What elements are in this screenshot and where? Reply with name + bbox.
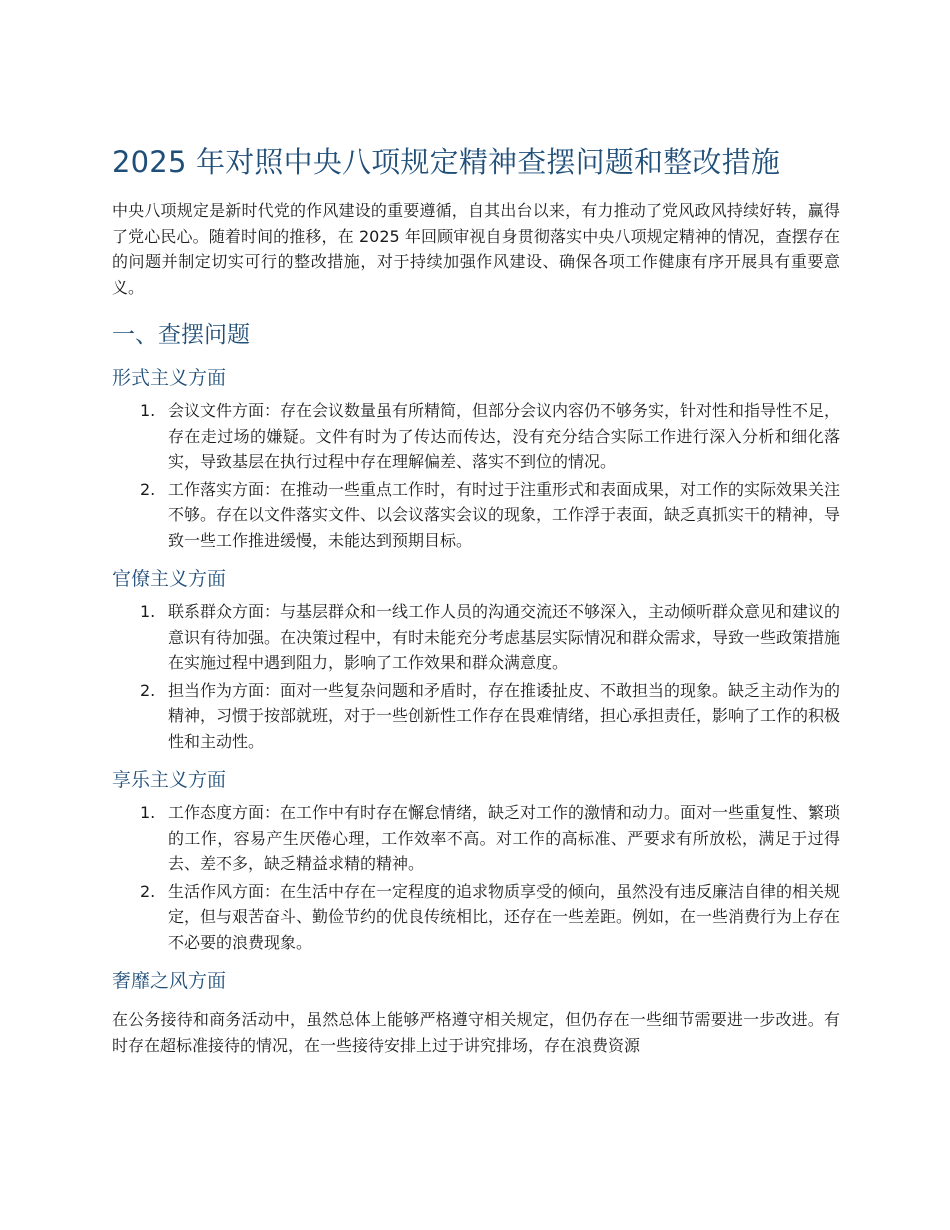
list-item <box>112 599 840 676</box>
list-item-text: 工作落实方面：在推动一些重点工作时，有时过于注重形式和表面成果，对工作的实际效果关注不够。存在以文件落实文件、以会议落实会议的现象，工作浮于表面，缺乏真抓实干的精神，导致一些工作推进缓慢，未能达到预期目标。 <box>168 479 841 550</box>
list-number: 1. <box>140 401 156 420</box>
intro-paragraph: 中央八项规定是新时代党的作风建设的重要遵循，自其出台以来，有力推动了党风政风持续好转，赢得了党心民心。随着时间的推移，在 2025 年回顾审视自身贯彻落实中央八项规定精神的情况，查摆存在的问题并制定切实可行的整改措施，对于持续加强作风建设、确保各项工作健康有序开展具有重要意义。 <box>112 201 840 297</box>
hedonism-list <box>112 800 840 955</box>
subsection-heading-bureaucracy: 官僚主义方面 <box>112 568 227 590</box>
list-number: 2. <box>140 881 156 901</box>
list-number: 2. <box>140 680 156 700</box>
document-title: 2025 年对照中央八项规定精神查摆问题和整改措施 <box>112 145 781 179</box>
subsection-heading-formalism: 形式主义方面 <box>112 367 227 389</box>
formalism-list <box>112 398 840 553</box>
subsection-heading-extravagance: 奢靡之风方面 <box>112 970 227 992</box>
subsection-heading-hedonism: 享乐主义方面 <box>112 769 227 791</box>
list-item <box>112 398 840 475</box>
section-heading-problems: 一、查摆问题 <box>112 322 250 348</box>
document-page <box>112 140 840 1058</box>
list-item-text: 担当作为方面：面对一些复杂问题和矛盾时，存在推诿扯皮、不敢担当的现象。缺乏主动作为的精神，习惯于按部就班，对于一些创新性工作存在畏难情绪，担心承担责任，影响了工作的积极性和主动性。 <box>168 680 841 751</box>
extravagance-paragraph: 在公务接待和商务活动中，虽然总体上能够严格遵守相关规定，但仍存在一些细节需要进一步改进。有时存在超标准接待的情况，在一些接待安排上过于讲究排场，存在浪费资源 <box>112 1010 840 1055</box>
list-number: 2. <box>140 479 156 499</box>
list-item-text: 工作态度方面：在工作中有时存在懈怠情绪，缺乏对工作的激情和动力。面对一些重复性、繁琐的工作，容易产生厌倦心理，工作效率不高。对工作的高标准、严要求有所放松，满足于过得去、差不多，缺乏精益求精的精神。 <box>168 803 841 873</box>
bureaucracy-list <box>112 599 840 754</box>
list-item <box>112 879 840 956</box>
list-number: 1. <box>140 803 156 822</box>
list-item-text: 会议文件方面：存在会议数量虽有所精简，但部分会议内容仍不够务实，针对性和指导性不足，存在走过场的嫌疑。文件有时为了传达而传达，没有充分结合实际工作进行深入分析和细化落实，导致基层在执行过程中存在理解偏差、落实不到位的情况。 <box>168 401 841 471</box>
list-item <box>112 477 840 554</box>
list-item-text: 生活作风方面：在生活中存在一定程度的追求物质享受的倾向，虽然没有违反廉洁自律的相关规定，但与艰苦奋斗、勤俭节约的优良传统相比，还存在一些差距。例如，在一些消费行为上存在不必要的浪费现象。 <box>168 881 841 952</box>
list-number: 1. <box>140 602 156 621</box>
list-item-text: 联系群众方面：与基层群众和一线工作人员的沟通交流还不够深入，主动倾听群众意见和建议的意识有待加强。在决策过程中，有时未能充分考虑基层实际情况和群众需求，导致一些政策措施在实施过程中遇到阻力，影响了工作效果和群众满意度。 <box>168 602 841 672</box>
list-item <box>112 800 840 877</box>
list-item <box>112 678 840 755</box>
